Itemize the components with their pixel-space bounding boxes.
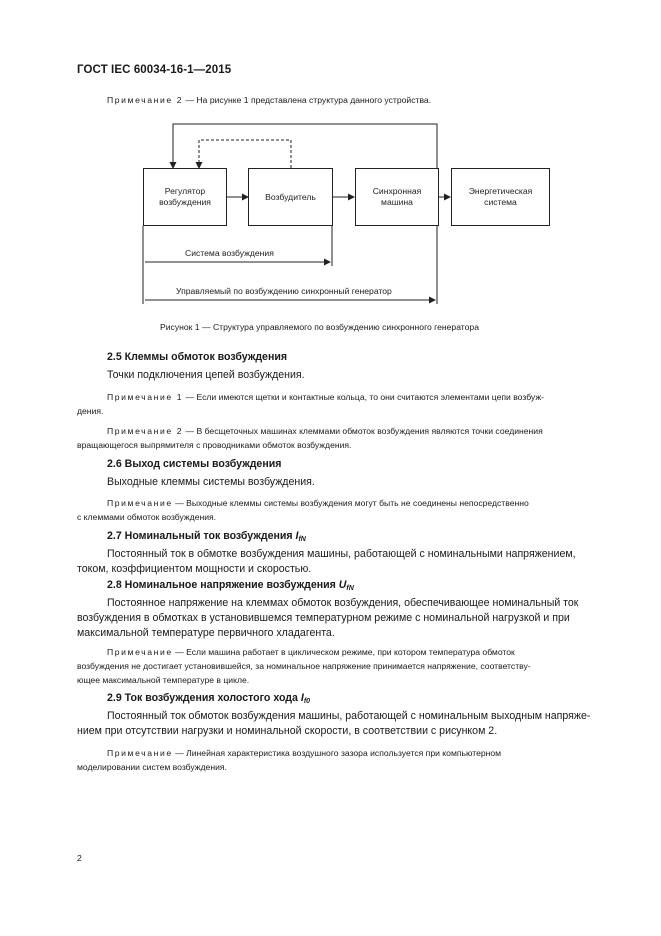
section-2-9-note xyxy=(77,746,615,774)
section-2-7-title xyxy=(107,530,306,543)
symbol-subscript: fN xyxy=(298,536,306,543)
note-line: — В бесщеточных машинах клеммами обмоток возбуждения являются точки соединения xyxy=(183,426,543,436)
note-line: возбуждения не достигает установившейся, за номинальное напряжение принимается напряжение, соответству- xyxy=(77,661,531,671)
title-text: 2.7 Номинальный ток возбуждения xyxy=(107,530,296,542)
text-line: возбуждения в обмотках в установившемся температурном режиме с номинальной нагрузкой и при xyxy=(77,612,570,624)
span-label-excitation-system: Система возбуждения xyxy=(185,248,274,258)
box-sync-machine-line1: Синхронная xyxy=(372,186,422,196)
note-line: с клеммами обмоток возбуждения. xyxy=(77,512,217,522)
note-line: — Выходные клеммы системы возбуждения могут быть не соединены непосредственно xyxy=(172,498,529,508)
section-2-8-text xyxy=(77,596,615,641)
box-exciter-label: Возбудитель xyxy=(265,191,316,202)
page-number: 2 xyxy=(77,853,82,863)
figure-caption: Рисунок 1 — Структура управляемого по возбуждению синхронного генератора xyxy=(160,322,479,332)
note-label: Примечание xyxy=(107,647,173,657)
title-text: 2.8 Номинальное напряжение возбуждения xyxy=(107,579,339,591)
symbol-subscript: fN xyxy=(346,585,354,592)
note-label: Примечание 2 xyxy=(107,426,184,436)
document-header: ГОСТ IEC 60034-16-1—2015 xyxy=(77,64,232,76)
note-line: — Линейная характеристика воздушного зазора используется при компьютерном xyxy=(172,748,502,758)
span-label-generator: Управляемый по возбуждению синхронный генератор xyxy=(176,286,392,296)
section-2-6-text: Выходные клеммы системы возбуждения. xyxy=(107,476,315,488)
section-2-8-note xyxy=(77,645,615,687)
box-energy-line1: Энергетическая xyxy=(468,186,533,196)
section-2-6-title: 2.6 Выход системы возбуждения xyxy=(107,458,282,470)
text-line: Постоянный ток обмоток возбуждения машины, работающей с номинальным выходным напряже- xyxy=(107,710,591,722)
section-2-5-text: Точки подключения цепей возбуждения. xyxy=(107,369,305,381)
section-2-5-note-2 xyxy=(77,424,615,452)
feedback-line-dashed xyxy=(199,140,291,168)
note-label: Примечание 2 xyxy=(107,95,184,105)
box-energy-system xyxy=(451,168,550,226)
section-2-8-title xyxy=(107,579,354,592)
symbol: I xyxy=(295,530,299,542)
symbol: I xyxy=(300,692,304,704)
note-line: — Если имеются щетки и контактные кольца, то они считаются элементами цепи возбуж- xyxy=(183,392,544,402)
symbol: U xyxy=(338,579,347,591)
symbol-subscript: f0 xyxy=(303,698,311,705)
note-label: Примечание xyxy=(107,498,173,508)
box-sync-machine xyxy=(355,168,439,226)
text-line: Постоянное напряжение на клеммах обмоток возбуждения, обеспечивающее номинальный ток xyxy=(107,597,579,609)
note-label: Примечание 1 xyxy=(107,392,184,402)
text-line: Постоянный ток в обмотке возбуждения машины, работающей с номинальными напряжением, xyxy=(107,548,576,560)
section-2-9-title xyxy=(107,692,310,705)
box-exciter xyxy=(248,168,333,226)
note-line: вращающегося выпрямителя с проводниками обмоток возбуждения. xyxy=(77,440,352,450)
box-energy-line2: система xyxy=(484,197,517,207)
note-line: моделировании систем возбуждения. xyxy=(77,762,227,772)
section-2-5-note-1 xyxy=(77,390,615,418)
section-2-5-title: 2.5 Клеммы обмоток возбуждения xyxy=(107,351,288,363)
note-line: дения. xyxy=(77,406,104,416)
section-2-9-text xyxy=(77,709,615,739)
title-text: 2.9 Ток возбуждения холостого хода xyxy=(107,692,301,704)
box-regulator-line2: возбуждения xyxy=(159,197,211,207)
text-line: максимальной температуре первичного хладагента. xyxy=(77,627,335,639)
box-regulator-line1: Регулятор xyxy=(164,186,206,196)
text-line: током, коэффициентом мощности и скоростью. xyxy=(77,563,312,575)
box-sync-machine-line2: машина xyxy=(381,197,413,207)
note-text: — На рисунке 1 представлена структура данного устройства. xyxy=(183,95,432,105)
note-label: Примечание xyxy=(107,748,173,758)
section-2-6-note xyxy=(77,496,615,524)
text-line: нием при отсутствии нагрузки и номинальной скорости, в соответствии с рисунком 2. xyxy=(77,725,498,737)
diagram-lines xyxy=(0,0,661,330)
box-regulator xyxy=(143,168,227,226)
note-line: ющее максимальной температуре в цикле. xyxy=(77,675,250,685)
note-line: — Если машина работает в циклическом режиме, при котором температура обмоток xyxy=(172,647,515,657)
section-2-7-text xyxy=(77,547,615,577)
